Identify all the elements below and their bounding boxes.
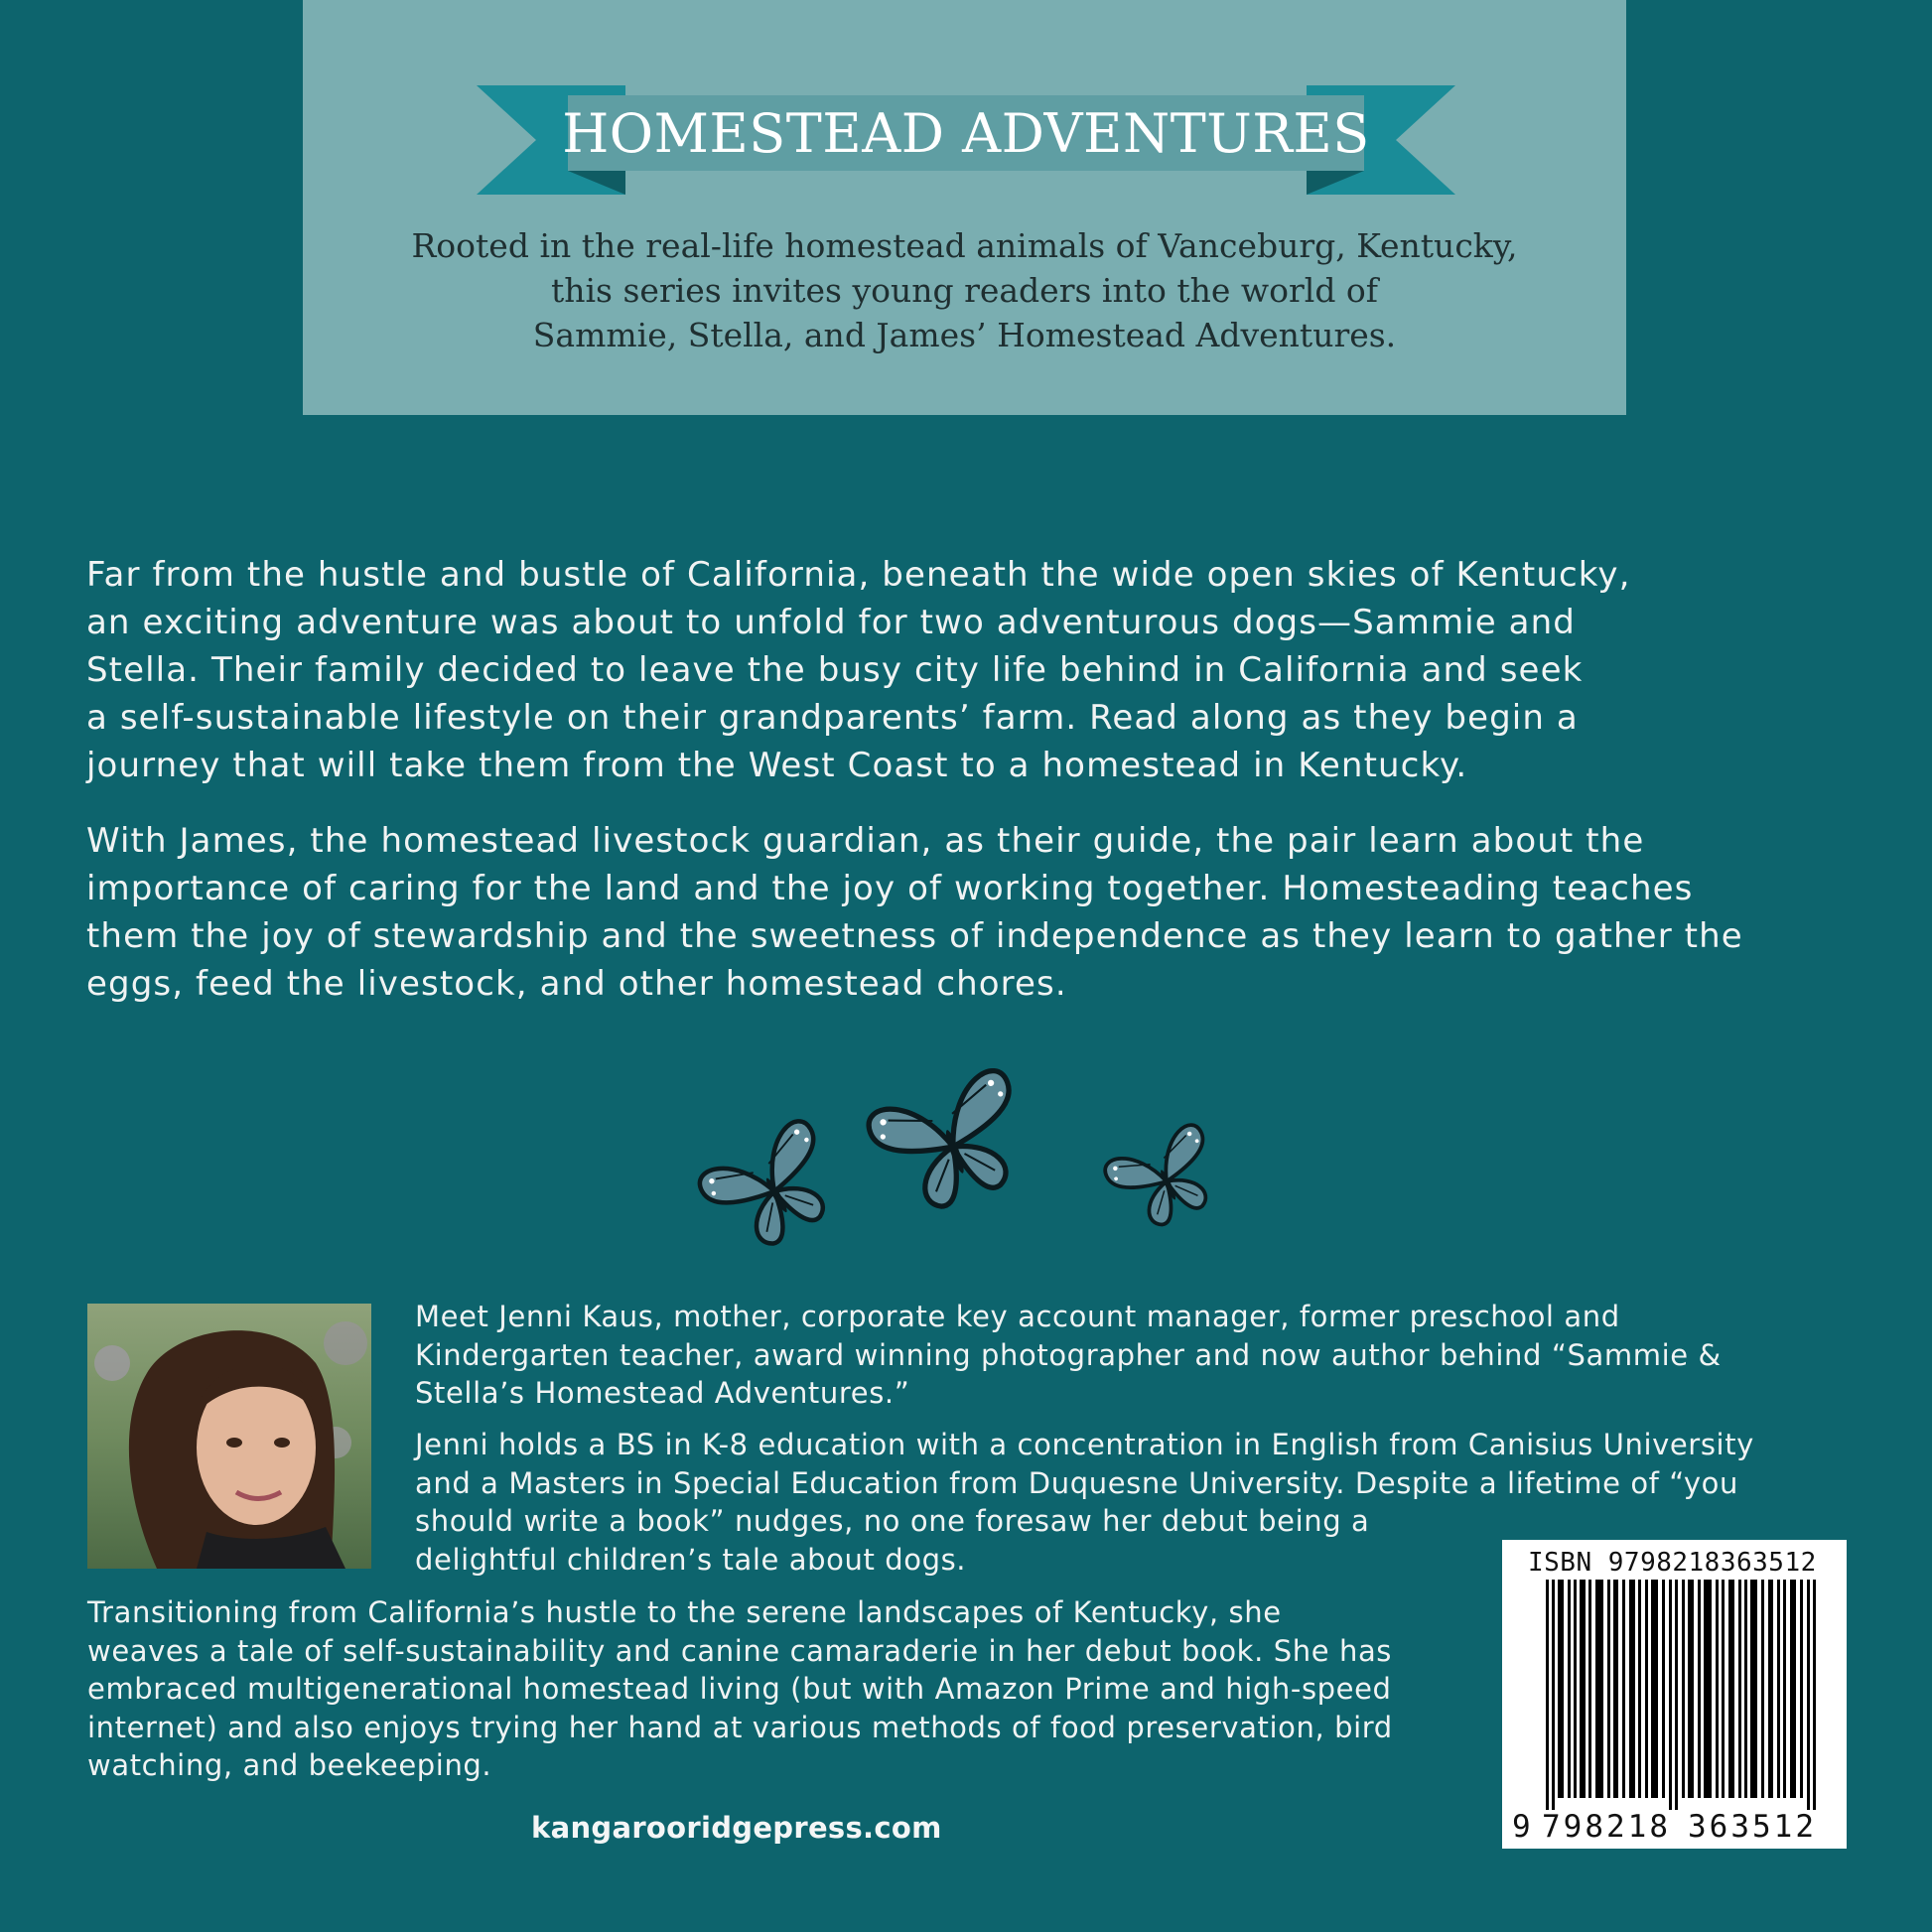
bio-line: Stella’s Homestead Adventures.” — [415, 1376, 910, 1410]
bio-line: Meet Jenni Kaus, mother, corporate key account manager, former preschool and — [415, 1300, 1620, 1333]
isbn-barcode — [1502, 1540, 1847, 1849]
series-blurb — [328, 223, 1601, 357]
synopsis-line: importance of caring for the land and the joy of working together. Homesteading teaches — [86, 869, 1694, 908]
butterfly-icon — [695, 1117, 851, 1262]
butterfly-illustration — [690, 1052, 1246, 1271]
isbn-label: ISBN 9798218363512 — [1528, 1548, 1817, 1578]
synopsis-line: them the joy of stewardship and the sweetness of independence as they learn to gather the — [86, 916, 1743, 956]
barcode-digits-left: 798218 — [1542, 1809, 1671, 1845]
bio-line: should write a book” nudges, no one foresaw her debut being a — [415, 1504, 1370, 1538]
series-blurb-line: this series invites young readers into the world of — [550, 271, 1379, 310]
bio-line: Jenni holds a BS in K-8 education with a concentration in English from Canisius University — [415, 1428, 1754, 1461]
synopsis-line: a self-sustainable lifestyle on their grandparents’ farm. Read along as they begin a — [86, 698, 1579, 738]
author-bio-lifestyle — [87, 1593, 1393, 1785]
bio-line: Transitioning from California’s hustle to the serene landscapes of Kentucky, she — [87, 1595, 1282, 1629]
butterfly-icon — [865, 1066, 1040, 1221]
barcode-bars — [1518, 1580, 1832, 1810]
bio-line: embraced multigenerational homestead living (but with Amazon Prime and high-speed — [87, 1672, 1392, 1706]
synopsis-line: an exciting adventure was about to unfold for two adventurous dogs—Sammie and — [86, 603, 1576, 642]
series-blurb-line: Sammie, Stella, and James’ Homestead Adventures. — [532, 316, 1397, 354]
synopsis-line: Far from the hustle and bustle of California, beneath the wide open skies of Kentucky, — [86, 555, 1631, 595]
book-synopsis — [86, 551, 1903, 1035]
bio-line: internet) and also enjoys trying her hand at various methods of food preservation, bird — [87, 1710, 1393, 1744]
series-blurb-line: Rooted in the real-life homestead animals of Vanceburg, Kentucky, — [411, 226, 1518, 265]
bio-line: and a Masters in Special Education from Duquesne University. Despite a lifetime of “you — [415, 1465, 1738, 1500]
author-photo — [87, 1304, 371, 1569]
bio-line: delightful children’s tale about dogs. — [415, 1542, 967, 1577]
bio-line: watching, and beekeeping. — [87, 1748, 492, 1782]
synopsis-line: With James, the homestead livestock guardian, as their guide, the pair learn about the — [86, 821, 1645, 861]
synopsis-line: journey that will take them from the West Coast to a homestead in Kentucky. — [86, 746, 1468, 785]
publisher-website[interactable]: kangarooridgepress.com — [531, 1811, 942, 1845]
series-ribbon-banner — [477, 83, 1455, 198]
barcode-digits-right: 363512 — [1688, 1809, 1817, 1845]
author-bio-intro — [415, 1298, 1722, 1413]
synopsis-line: Stella. Their family decided to leave the busy city life behind in California and seek — [86, 650, 1584, 690]
bio-line: Kindergarten teacher, award winning photographer and now author behind “Sammie & — [415, 1337, 1722, 1372]
synopsis-line: eggs, feed the livestock, and other homestead chores. — [86, 964, 1067, 1004]
bio-line: weaves a tale of self-sustainability and canine camaraderie in her debut book. She has — [87, 1633, 1393, 1668]
series-title: HOMESTEAD ADVENTURES — [562, 101, 1370, 165]
barcode-digit-first: 9 — [1512, 1809, 1531, 1845]
butterfly-icon — [1102, 1121, 1230, 1237]
synopsis-paragraph — [86, 551, 1903, 789]
synopsis-paragraph — [86, 817, 1903, 1008]
